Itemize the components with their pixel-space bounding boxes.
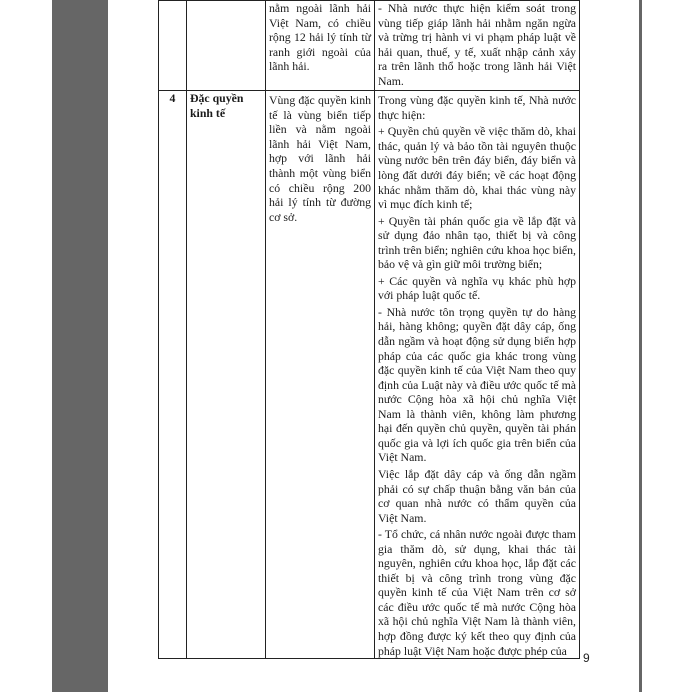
- zone-definition-cell: nằm ngoài lãnh hải Việt Nam, có chiều rộng 12 hải lý tính từ ranh giới ngoài của lãnh hải.: [266, 1, 375, 91]
- rights-paragraph: - Nhà nước thực hiện kiểm soát trong vùng tiếp giáp lãnh hải nhằm ngăn ngừa và trừng trị hành vi vi phạm pháp luật về hải quan, thuế, y tế, xuất nhập cảnh xảy ra trên lãnh thổ hoặc trong lãnh hải Việt Nam.: [378, 1, 576, 88]
- table-row: [159, 91, 580, 659]
- rights-paragraph: + Quyền tài phán quốc gia về lắp đặt và sử dụng đảo nhân tạo, thiết bị và công trình trên biển; nghiên cứu khoa học biển, bảo vệ và gìn giữ môi trường biển;: [378, 213, 576, 272]
- row-number-cell: [159, 1, 187, 91]
- rights-paragraph: Việc lắp đặt dây cáp và ống dẫn ngầm phải có sự chấp thuận bằng văn bản của cơ quan nhà nước có thẩm quyền của Việt Nam.: [378, 466, 576, 525]
- zone-name-cell: [187, 1, 266, 91]
- document-page: [108, 0, 639, 692]
- rights-paragraph: + Quyền chủ quyền về việc thăm dò, khai thác, quản lý và bảo tồn tài nguyên thuộc vùng nước bên trên đáy biển, đáy biển và lòng đất dưới đáy biển; về các hoạt động khác nhằm thăm dò, khai thác vùng này vì mục đích kinh tế;: [378, 124, 576, 212]
- rights-paragraph: - Tổ chức, cá nhân nước ngoài được tham gia thăm dò, sử dụng, khai thác tài nguyên, nghiên cứu khoa học, lắp đặt các thiết bị và công trình trong vùng đặc quyền kinh tế của Việt Nam trên cơ sở các điều ước quốc tế mà nước Cộng hòa xã hội chủ nghĩa Việt Nam là thành viên, hợp đồng được ký kết theo quy định của pháp luật Việt Nam hoặc được phép của: [378, 527, 576, 658]
- document-viewer-background: [52, 0, 642, 692]
- zone-rights-cell: [375, 91, 580, 659]
- zone-definition-cell: Vùng đặc quyền kinh tế là vùng biển tiếp liền và nằm ngoài lãnh hải Việt Nam, hợp với lãnh hải thành một vùng biển có chiều rộng 200 hải lý tính từ đường cơ sở.: [266, 91, 375, 659]
- table-row: [159, 1, 580, 91]
- zone-rights-cell: [375, 1, 580, 91]
- row-number-cell: 4: [159, 91, 187, 659]
- maritime-zones-table: [158, 0, 580, 659]
- zone-name-cell: Đặc quyền kinh tế: [187, 91, 266, 659]
- rights-paragraph: - Nhà nước tôn trọng quyền tự do hàng hải, hàng không; quyền đặt dây cáp, ống dẫn ngầm và hoạt động sử dụng biển hợp pháp của các quốc gia khác trong vùng đặc quyền kinh tế của Việt Nam theo quy định của Luật này và điều ước quốc tế mà nước Cộng hòa xã hội chủ nghĩa Việt Nam là thành viên, không làm phương hại đến quyền chủ quyền, quyền tài phán quốc gia và lợi ích quốc gia trên biển của Việt Nam.: [378, 304, 576, 465]
- rights-paragraph: Trong vùng đặc quyền kinh tế, Nhà nước thực hiện:: [378, 93, 576, 122]
- page-number: 9: [583, 651, 590, 665]
- rights-paragraph: + Các quyền và nghĩa vụ khác phù hợp với pháp luật quốc tế.: [378, 273, 576, 303]
